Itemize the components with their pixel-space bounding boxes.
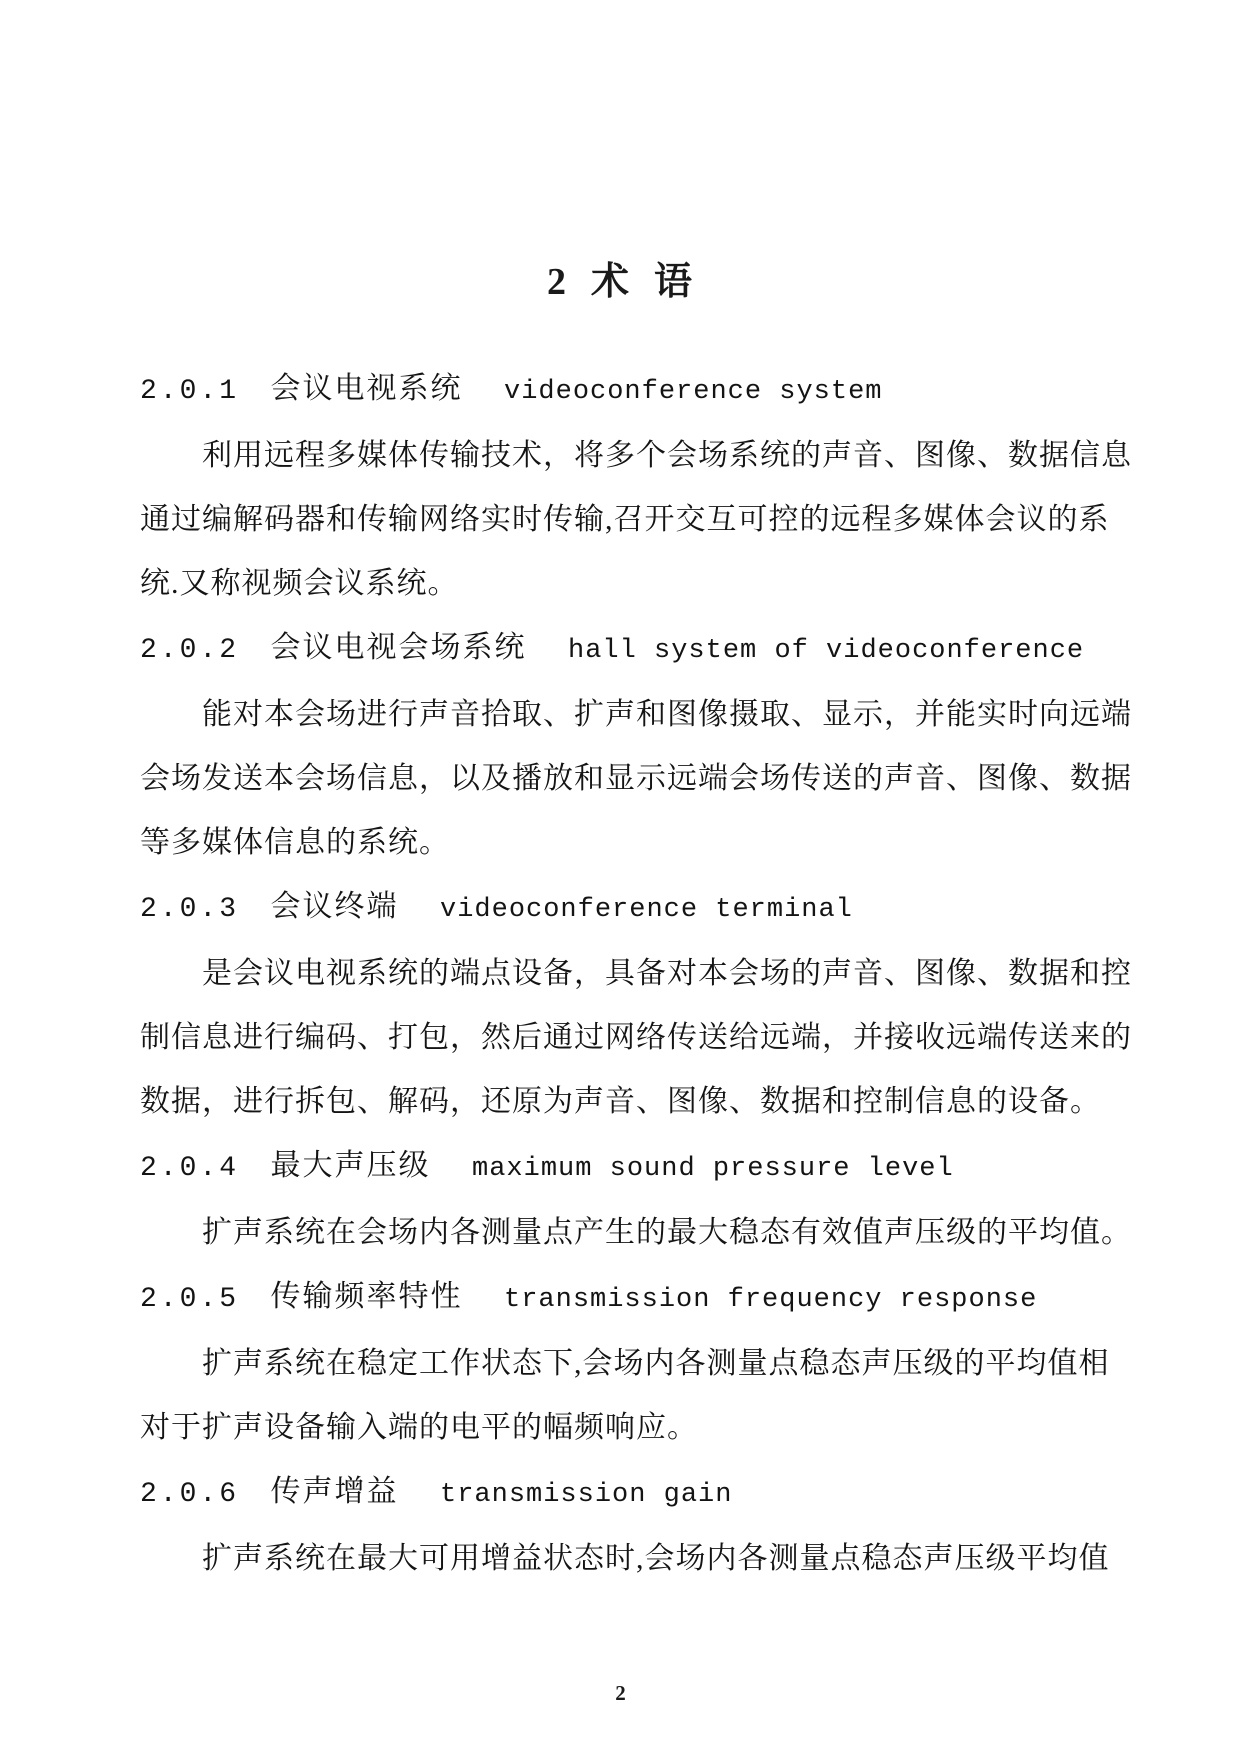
term-name-en: transmission frequency response xyxy=(504,1285,1038,1315)
body-line: 数据，进行拆包、解码，还原为声音、图像、数据和控制信息的设备。 xyxy=(140,1085,1101,1118)
term-name-en: transmission gain xyxy=(440,1480,733,1510)
term-heading xyxy=(140,1265,1101,1332)
body-line: 利用远程多媒体传输技术，将多个会场系统的声音、图像、数据信息 xyxy=(202,439,1132,472)
body-line: 会场发送本会场信息，以及播放和显示远端会场传送的声音、图像、数据 xyxy=(140,762,1132,795)
body-line: 扩声系统在会场内各测量点产生的最大稳态有效值声压级的平均值。 xyxy=(202,1216,1132,1249)
term-name-cn: 会议电视会场系统 xyxy=(270,631,527,664)
term-section-2-0-5 xyxy=(140,1265,1110,1460)
term-number: 2.0.2 xyxy=(140,635,240,666)
term-heading xyxy=(140,1134,1101,1201)
term-name-cn: 会议终端 xyxy=(270,890,399,923)
term-name-en: videoconference terminal xyxy=(440,895,853,925)
term-heading xyxy=(140,616,1101,683)
term-number: 2.0.6 xyxy=(140,1479,240,1510)
term-heading xyxy=(140,1460,1101,1527)
term-number: 2.0.4 xyxy=(140,1153,240,1184)
body-line: 统.又称视频会议系统。 xyxy=(140,567,459,600)
page-number: 2 xyxy=(615,1681,626,1705)
body-line: 对于扩声设备输入端的电平的幅频响应。 xyxy=(140,1411,698,1444)
term-section-2-0-3 xyxy=(140,875,1132,1134)
term-name-en: videoconference system xyxy=(504,377,883,407)
body-line: 扩声系统在最大可用增益状态时,会场内各测量点稳态声压级平均值 xyxy=(202,1542,1110,1575)
body-line: 扩声系统在稳定工作状态下,会场内各测量点稳态声压级的平均值相 xyxy=(202,1347,1110,1380)
term-name-en: hall system of videoconference xyxy=(568,636,1085,666)
term-section-2-0-4 xyxy=(140,1134,1132,1265)
term-name-en: maximum sound pressure level xyxy=(472,1154,954,1184)
body-line: 通过编解码器和传输网络实时传输,召开交互可控的远程多媒体会议的系 xyxy=(140,503,1110,536)
term-number: 2.0.3 xyxy=(140,894,240,925)
body-line: 等多媒体信息的系统。 xyxy=(140,826,450,859)
term-section-2-0-1 xyxy=(140,357,1132,616)
term-section-2-0-6 xyxy=(140,1460,1110,1591)
body-line: 能对本会场进行声音拾取、扩声和图像摄取、显示，并能实时向远端 xyxy=(202,698,1132,731)
term-heading xyxy=(140,875,1101,942)
term-name-cn: 会议电视系统 xyxy=(270,372,463,405)
term-number: 2.0.5 xyxy=(140,1284,240,1315)
page-title: 2 术 语 xyxy=(546,261,694,303)
term-name-cn: 传输频率特性 xyxy=(270,1280,463,1313)
term-heading xyxy=(140,357,1101,424)
term-section-2-0-2 xyxy=(140,616,1132,875)
body-line: 是会议电视系统的端点设备，具备对本会场的声音、图像、数据和控 xyxy=(202,957,1132,990)
term-name-cn: 传声增益 xyxy=(270,1475,399,1508)
term-name-cn: 最大声压级 xyxy=(270,1149,431,1182)
term-number: 2.0.1 xyxy=(140,376,240,407)
body-line: 制信息进行编码、打包，然后通过网络传送给远端，并接收远端传送来的 xyxy=(140,1021,1132,1054)
